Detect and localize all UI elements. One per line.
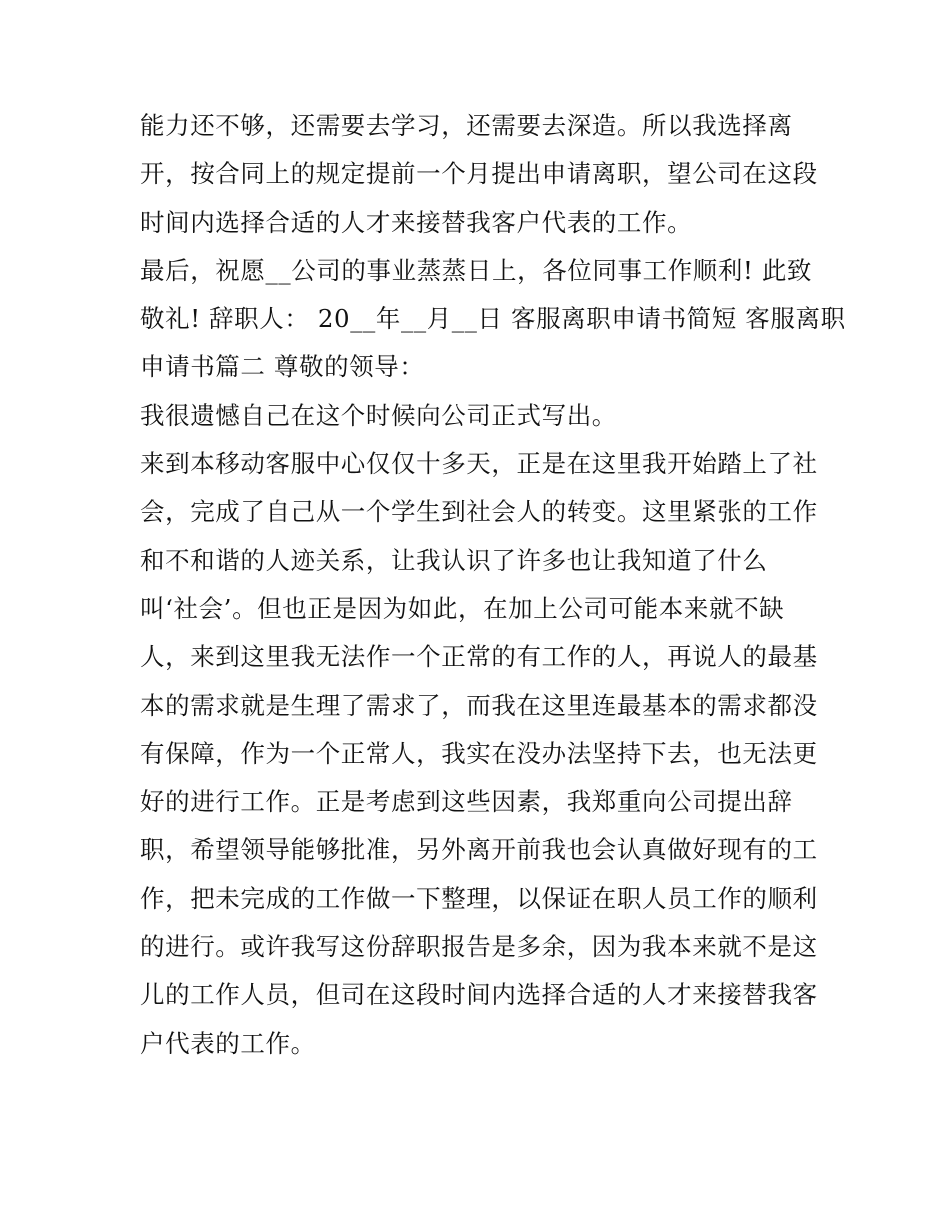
text-line: 儿的工作人员，但司在这段时间内选择合适的人才来接替我客 bbox=[140, 980, 818, 1010]
text-line: 开，按合同上的规定提前一个月提出申请离职，望公司在这段 bbox=[140, 159, 818, 189]
text-line: 最后，祝愿__公司的事业蒸蒸日上，各位同事工作顺利! 此致 bbox=[140, 255, 813, 285]
text-line: 敬礼! 辞职人： 20__年__月__日 客服离职申请书简短 客服离职 bbox=[140, 304, 846, 334]
text-line: 叫‘社会’。但也正是因为如此，在加上公司可能本来就不缺 bbox=[140, 593, 785, 623]
body-text bbox=[140, 102, 846, 1068]
text-line: 好的进行工作。正是考虑到这些因素，我郑重向公司提出辞 bbox=[140, 787, 793, 817]
text-line: 人，来到这里我无法作一个正常的有工作的人，再说人的最基 bbox=[140, 642, 818, 672]
text-line: 和不和谐的人迹关系，让我认识了许多也让我知道了什么 bbox=[140, 545, 768, 575]
text-line: 职，希望领导能够批准，另外离开前我也会认真做好现有的工 bbox=[140, 835, 818, 865]
text-line: 作，把未完成的工作做一下整理，以保证在职人员工作的顺利 bbox=[140, 883, 818, 913]
text-line: 我很遗憾自己在这个时候向公司正式写出。 bbox=[140, 400, 617, 430]
text-line: 时间内选择合适的人才来接替我客户代表的工作。 bbox=[140, 207, 693, 237]
text-line: 户代表的工作。 bbox=[140, 1028, 316, 1058]
text-line: 来到本移动客服中心仅仅十多天，正是在这里我开始踏上了社 bbox=[140, 449, 818, 479]
text-line: 的进行。或许我写这份辞职报告是多余，因为我本来就不是这 bbox=[140, 932, 818, 962]
text-line: 有保障，作为一个正常人，我实在没办法坚持下去，也无法更 bbox=[140, 738, 818, 768]
text-line: 申请书篇二 尊敬的领导： bbox=[140, 352, 425, 382]
text-line: 会，完成了自己从一个学生到社会人的转变。这里紧张的工作 bbox=[140, 497, 818, 527]
text-line: 能力还不够，还需要去学习，还需要去深造。所以我选择离 bbox=[140, 111, 793, 140]
text-line: 本的需求就是生理了需求了，而我在这里连最基本的需求都没 bbox=[140, 690, 818, 720]
